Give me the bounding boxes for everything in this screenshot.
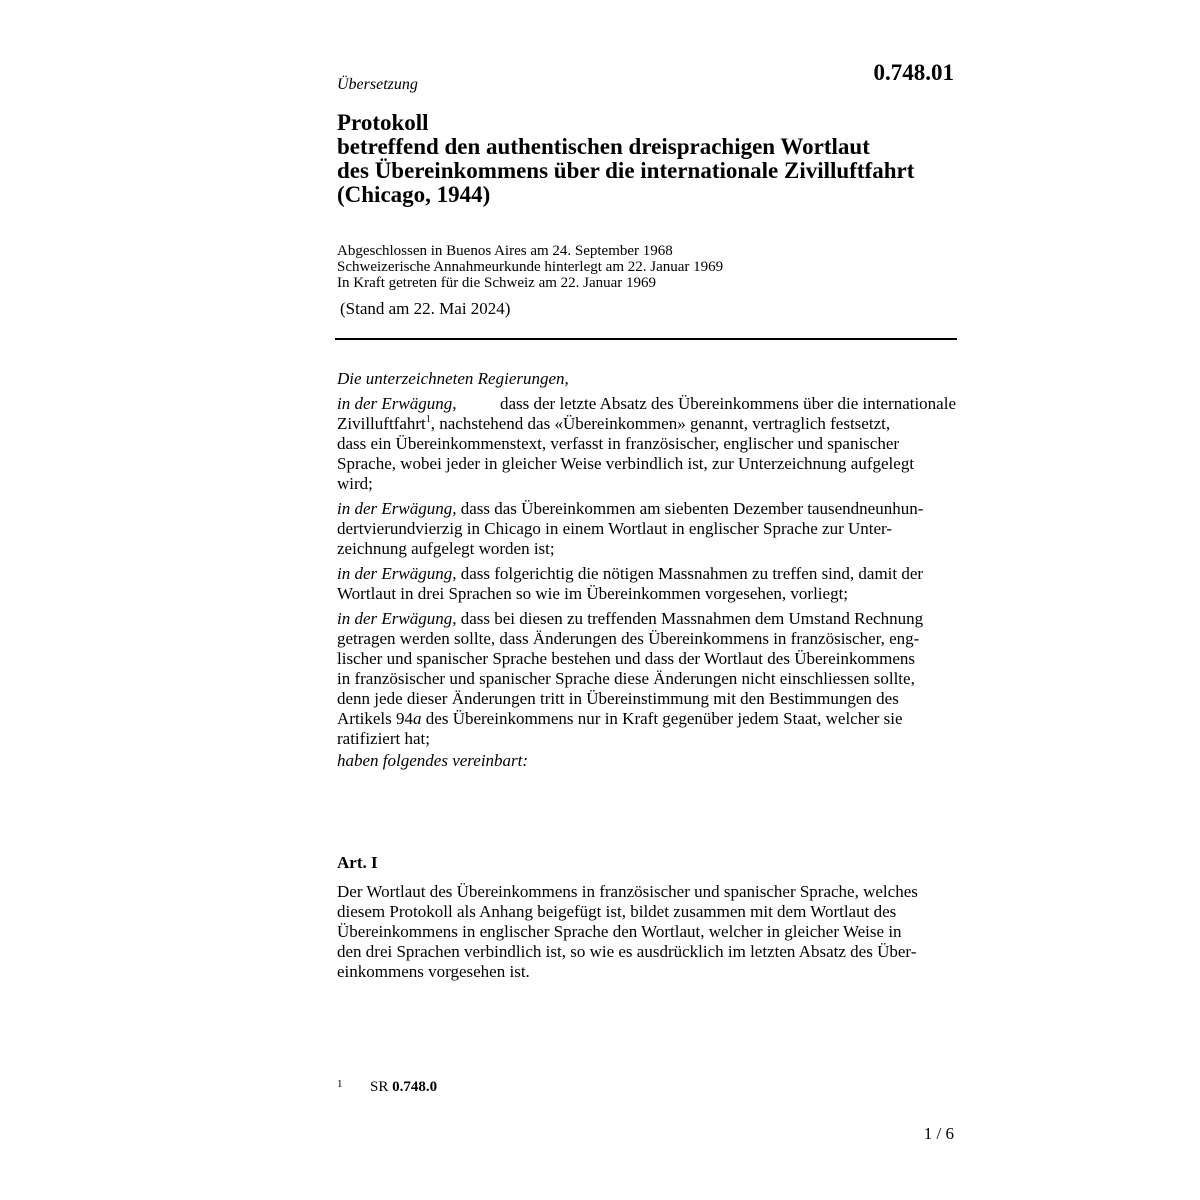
text-line: zeichnung aufgelegt worden ist; bbox=[337, 539, 555, 558]
footnote-reference[interactable]: 1 bbox=[425, 414, 431, 425]
footnote bbox=[337, 1078, 437, 1096]
footnote-ref[interactable]: 0.748.0 bbox=[392, 1079, 438, 1095]
text-line: dass ein Übereinkommenstext, verfasst in französischer, englischer und spanischer bbox=[337, 434, 900, 453]
text-line: dass folgerichtig die nötigen Massnahmen zu treffen sind, damit der bbox=[460, 564, 924, 583]
sr-number: 0.748.01 bbox=[873, 60, 954, 85]
meta-line: In Kraft getreten für die Schweiz am 22. Januar 1969 bbox=[337, 275, 657, 291]
text-line: wird; bbox=[337, 474, 373, 493]
text-line: Sprache, wobei jeder in gleicher Weise verbindlich ist, zur Unterzeichnung aufgelegt bbox=[337, 454, 915, 473]
text-line: Artikels 94 bbox=[337, 709, 414, 728]
text-line: ratifiziert hat; bbox=[337, 729, 430, 748]
recital-paragraph bbox=[337, 564, 956, 604]
header-divider bbox=[335, 338, 957, 340]
footnote-number: 1 bbox=[337, 1078, 343, 1090]
text-line: denn jede dieser Änderungen tritt in Übereinstimmung mit den Bestimmungen des bbox=[337, 689, 899, 708]
article-letter: a bbox=[413, 709, 422, 728]
meta-line: Abgeschlossen in Buenos Aires am 24. September 1968 bbox=[337, 243, 673, 259]
text-line: Der Wortlaut des Übereinkommens in französischer und spanischer Sprache, welches bbox=[337, 882, 918, 901]
text-line: Zivilluftfahrt bbox=[337, 414, 426, 433]
recital-paragraph bbox=[337, 499, 956, 559]
footnote-prefix: SR bbox=[370, 1079, 389, 1095]
title-line: betreffend den authentischen dreisprachigen Wortlaut bbox=[337, 134, 870, 159]
preamble bbox=[337, 369, 956, 771]
stand-date: (Stand am 22. Mai 2024) bbox=[340, 299, 511, 318]
recital-paragraph bbox=[337, 609, 956, 749]
recital-lead: in der Erwägung, bbox=[337, 564, 457, 583]
article-heading: Art. I bbox=[337, 853, 378, 872]
text-line: lischer und spanischer Sprache bestehen und dass der Wortlaut des Übereinkommens bbox=[337, 649, 916, 668]
document-metadata bbox=[337, 243, 723, 291]
text-line: dass bei diesen zu treffenden Massnahmen dem Umstand Rechnung bbox=[460, 609, 924, 628]
text-line: einkommens vorgesehen ist. bbox=[337, 962, 530, 981]
document-title bbox=[337, 111, 977, 207]
recital-paragraph bbox=[337, 394, 956, 494]
recital-lead: in der Erwägung, bbox=[337, 499, 457, 518]
text-line: den drei Sprachen verbindlich ist, so wie es ausdrücklich im letzten Absatz des Über- bbox=[337, 942, 917, 961]
title-line: (Chicago, 1944) bbox=[337, 182, 491, 207]
text-line: des Übereinkommens nur in Kraft gegenüber jedem Staat, welcher sie bbox=[421, 709, 903, 728]
text-line: Wortlaut in drei Sprachen so wie im Übereinkommen vorgesehen, vorliegt; bbox=[337, 584, 849, 603]
text-line: dass das Übereinkommen am siebenten Dezember tausendneunhun- bbox=[460, 499, 924, 518]
text-line: , nachstehend das «Übereinkommen» genannt, vertraglich festsetzt, bbox=[430, 414, 891, 433]
page-number: 1 / 6 bbox=[923, 1124, 954, 1143]
recital-lead: in der Erwägung, bbox=[337, 609, 457, 628]
preamble-closing: haben folgendes vereinbart: bbox=[337, 751, 529, 770]
text-line: getragen werden sollte, dass Änderungen des Übereinkommens in französischer, eng- bbox=[337, 629, 920, 648]
text-line: diesem Protokoll als Anhang beigefügt ist, bildet zusammen mit dem Wortlaut des bbox=[337, 902, 897, 921]
article-body bbox=[337, 882, 956, 982]
text-line: dass der letzte Absatz des Übereinkommens über die internationale bbox=[499, 394, 956, 413]
translation-label: Übersetzung bbox=[337, 76, 418, 93]
recital-lead: in der Erwägung, bbox=[337, 394, 457, 413]
text-line: Übereinkommens in englischer Sprache den Wortlaut, welcher in gleicher Weise in bbox=[337, 922, 902, 941]
title-line: Protokoll bbox=[337, 110, 429, 135]
meta-line: Schweizerische Annahmeurkunde hinterlegt am 22. Januar 1969 bbox=[337, 259, 724, 275]
preamble-intro: Die unterzeichneten Regierungen, bbox=[337, 369, 569, 388]
text-line: in französischer und spanischer Sprache diese Änderungen nicht einschliessen sollte, bbox=[337, 669, 915, 688]
text-line: dertvierundvierzig in Chicago in einem Wortlaut in englischer Sprache zur Unter- bbox=[337, 519, 893, 538]
title-line: des Übereinkommens über die internationale Zivilluftfahrt bbox=[337, 158, 915, 183]
